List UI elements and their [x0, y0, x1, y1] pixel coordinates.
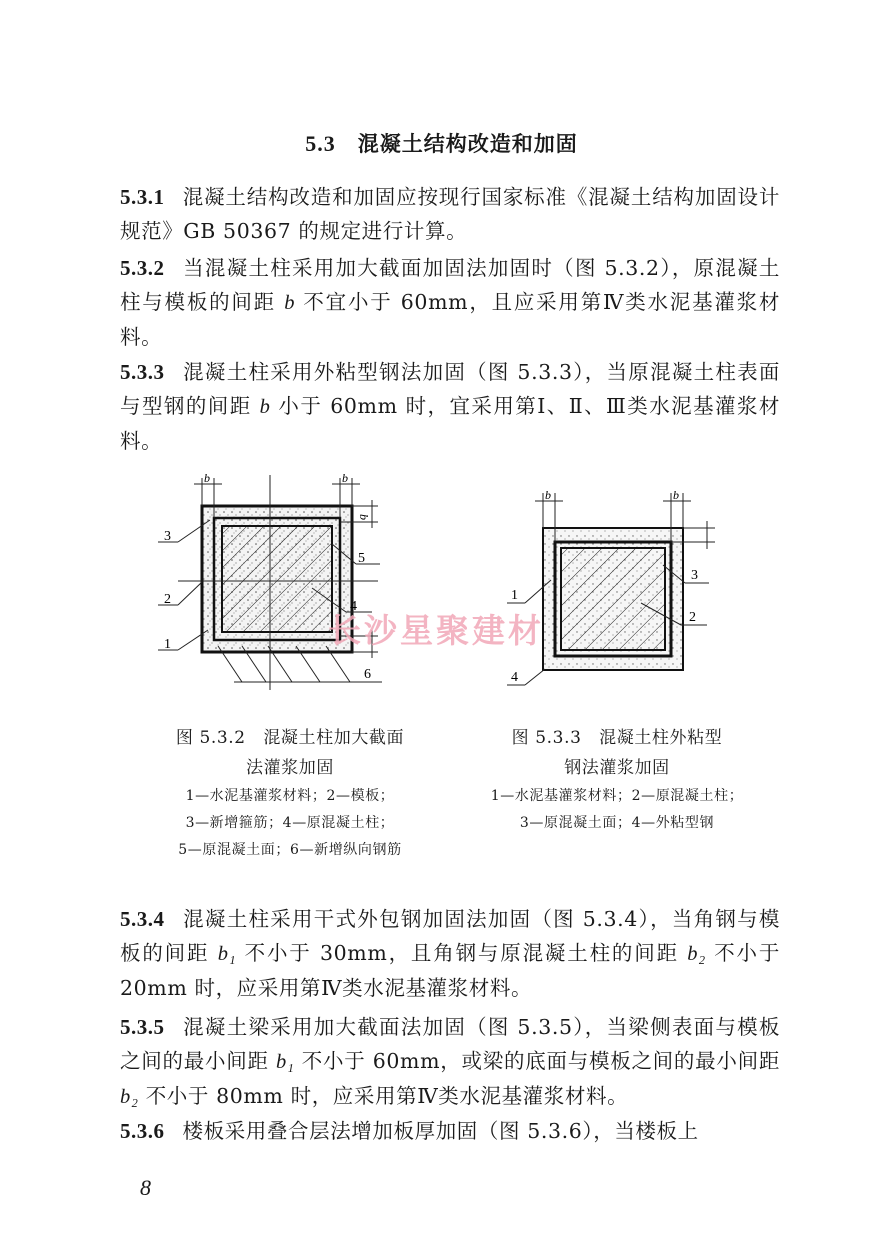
svg-text:6: 6: [364, 667, 371, 682]
figure-5-3-2-diagram: [150, 470, 390, 700]
clause-number: 5.3.2: [120, 256, 165, 280]
figure-5-3-3-caption: [452, 723, 782, 837]
section-number: 5.3: [305, 131, 336, 156]
svg-text:b: b: [673, 488, 679, 502]
clause-number: 5.3.6: [120, 1119, 165, 1143]
clause-text: 不宜小于 60mm，且应采用第Ⅳ类水泥基灌浆材料。: [120, 290, 780, 349]
clause-text: 混凝土结构改造和加固应按现行国家标准《混凝土结构加固设计规范》GB 50367 的规定进行计算。: [120, 185, 780, 243]
clause-text: 不小于 30mm，且角钢与原混凝土柱的间距: [236, 941, 688, 965]
legend-line: 1—水泥基灌浆材料；2—原混凝土柱；: [490, 788, 744, 804]
clause-text: 混凝土梁采用加大截面法加固（图 5.3.5），当梁侧表面与模板之间的最小间距: [120, 1015, 780, 1073]
svg-text:3: 3: [164, 529, 171, 544]
caption-line: 图 5.3.2 混凝土柱加大截面: [175, 728, 405, 748]
watermark: 长沙星聚建材: [328, 611, 544, 650]
clause-5-3-5: [120, 1010, 780, 1114]
legend-line: 3—原混凝土面；4—外粘型钢: [519, 815, 715, 831]
clause-text: 不小于 60mm，或梁的底面与模板之间的最小间距: [294, 1049, 780, 1073]
page-number: 8: [140, 1175, 151, 1200]
variable-b2: b₂: [120, 1086, 139, 1108]
svg-text:b: b: [545, 488, 551, 502]
clause-number: 5.3.4: [120, 907, 165, 931]
variable-b: b: [259, 396, 271, 418]
svg-text:1: 1: [164, 637, 171, 652]
clause-5-3-1: [120, 180, 780, 248]
caption-line: 法灌浆加固: [246, 758, 334, 778]
clause-text: 混凝土柱采用干式外包钢加固法加固（图 5.3.4），当角钢与模板的间距: [120, 907, 780, 965]
clause-text: 当混凝土柱采用加大截面加固法加固时（图 5.3.2），原混凝土柱与模板的间距: [120, 256, 780, 314]
clause-5-3-4: [120, 902, 780, 1005]
svg-text:2: 2: [164, 592, 171, 607]
section-heading: [0, 128, 883, 158]
clause-number: 5.3.5: [120, 1015, 165, 1039]
svg-text:b: b: [357, 514, 371, 520]
dim-label-b: b: [204, 471, 210, 485]
svg-text:2: 2: [689, 610, 696, 625]
clause-5-3-3: [120, 355, 780, 458]
section-title: 混凝土结构改造和加固: [357, 132, 578, 156]
svg-text:5: 5: [358, 551, 365, 566]
svg-text:3: 3: [691, 568, 698, 583]
clause-5-3-6: [120, 1114, 780, 1148]
clause-text: 不小于 80mm 时，应采用第Ⅳ类水泥基灌浆材料。: [138, 1084, 629, 1108]
legend-line: 3—新增箍筋；4—原混凝土柱；: [185, 815, 395, 831]
variable-b1: b₁: [217, 943, 237, 965]
figure-5-3-2-caption: [135, 723, 445, 864]
svg-text:4: 4: [511, 670, 518, 685]
clause-text: 楼板采用叠合层法增加板厚加固（图 5.3.6），当楼板上: [182, 1119, 699, 1143]
caption-line: 钢法灌浆加固: [564, 758, 670, 778]
variable-b2: b₂: [687, 943, 706, 965]
svg-text:4: 4: [350, 599, 357, 614]
clause-text: 不小于 20mm 时，应采用第Ⅳ类水泥基灌浆材料。: [120, 941, 780, 1000]
legend-line: 1—水泥基灌浆材料；2—模板；: [185, 788, 395, 804]
clause-text: 混凝土柱采用外粘型钢法加固（图 5.3.3），当原混凝土柱表面与型钢的间距: [120, 360, 780, 418]
variable-b1: b₁: [275, 1051, 295, 1073]
legend-line: 5—原混凝土面；6—新增纵向钢筋: [178, 842, 402, 858]
figure-5-3-3-diagram: [495, 485, 725, 695]
svg-text:b: b: [342, 471, 348, 485]
clause-number: 5.3.3: [120, 360, 165, 384]
clause-number: 5.3.1: [120, 185, 165, 209]
caption-line: 图 5.3.3 混凝土柱外粘型: [511, 728, 723, 748]
clause-5-3-2: [120, 251, 780, 354]
svg-text:1: 1: [511, 588, 518, 603]
clause-text: 小于 60mm 时，宜采用第Ⅰ、Ⅱ、Ⅲ类水泥基灌浆材料。: [120, 394, 780, 453]
variable-b: b: [284, 292, 296, 314]
